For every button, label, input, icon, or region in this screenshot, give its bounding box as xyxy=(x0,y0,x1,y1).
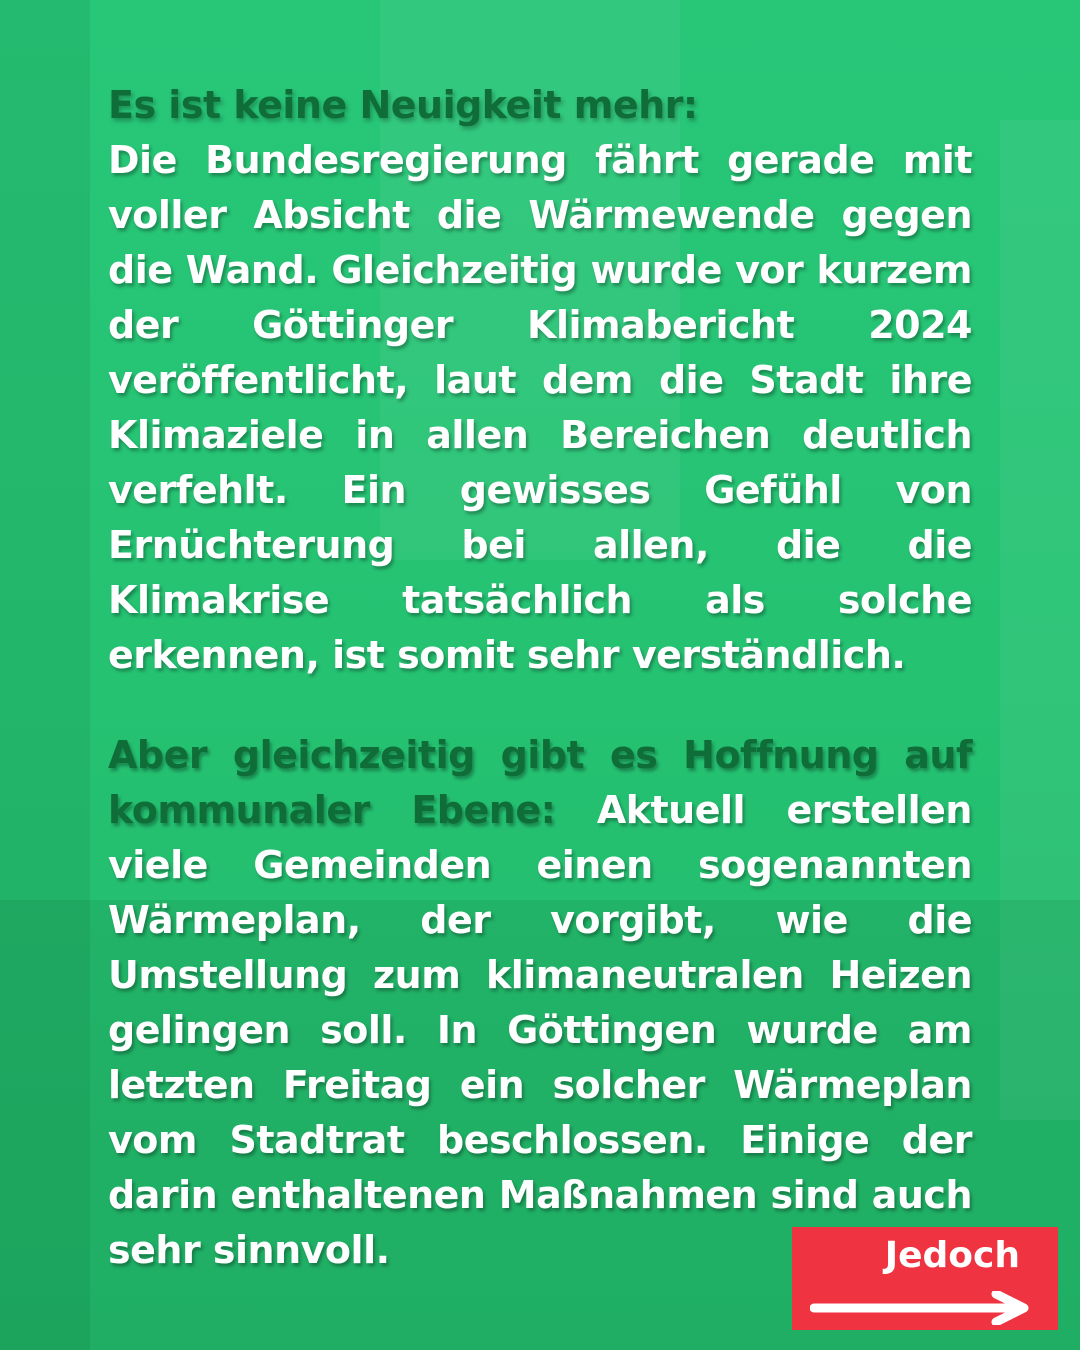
hope-paragraph: Aktuell erstellen viele Gemeinden einen sogenannten Wärmeplan, der vorgibt, wie die Umstellung zum klimaneutralen Heizen gelingen soll. In Göttingen wurde am letzten Freitag ein solcher Wärmeplan vom Stadtrat beschlossen. Einige der darin enthaltenen Maßnahmen sind auch sehr sinnvoll. xyxy=(108,788,972,1272)
intro-text-block xyxy=(108,78,972,683)
intro-heading: Es ist keine Neuigkeit mehr: xyxy=(108,83,698,127)
arrow-right-icon xyxy=(810,1291,1038,1325)
hope-text-block xyxy=(108,728,972,1278)
next-slide-button[interactable] xyxy=(792,1227,1058,1330)
next-slide-label: Jedoch xyxy=(884,1235,1020,1276)
hope-highlight: Aber gleichzeitig gibt es Hoffnung auf kommunaler Ebene: xyxy=(108,733,972,832)
intro-paragraph: Die Bundesregierung fährt gerade mit voller Absicht die Wärmewende gegen die Wand. Gleichzeitig wurde vor kurzem der Göttinger Klimabericht 2024 veröffentlicht, laut dem die Stadt ihre Klimaziele in allen Bereichen deutlich verfehlt. Ein gewisses Gefühl von Ernüchterung bei allen, die die Klimakrise tatsächlich als solche erkennen, ist somit sehr verständlich. xyxy=(108,138,972,677)
